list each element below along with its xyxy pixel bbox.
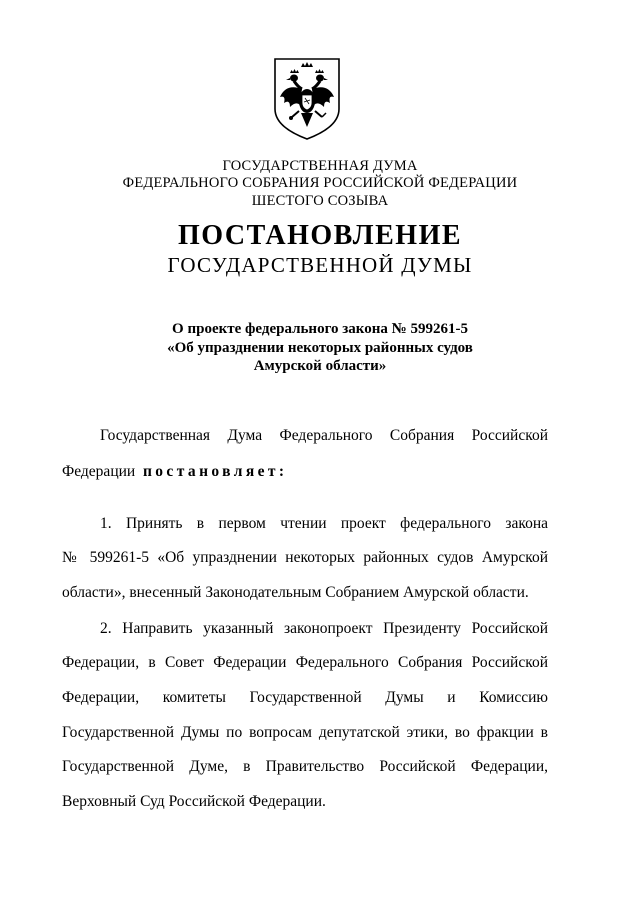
intro-line-2 bbox=[62, 462, 548, 482]
bill-heading-line-3: Амурской области» bbox=[253, 358, 387, 374]
document-subtitle: ГОСУДАРСТВЕННОЙ ДУМЫ bbox=[167, 253, 473, 277]
header-line-convocation: ШЕСТОГО СОЗЫВА bbox=[251, 193, 389, 209]
coat-of-arms-emblem bbox=[272, 57, 342, 141]
item-1-line-3: области», внесенный Законодательным Собранием Амурской области. bbox=[62, 584, 529, 601]
bill-heading-line-1: О проекте федерального закона № 599261-5 bbox=[172, 321, 468, 337]
item-2-line-5: Государственной Думе, в Правительство Российской Федерации, bbox=[62, 758, 548, 775]
header-line-duma: ГОСУДАРСТВЕННАЯ ДУМА bbox=[222, 158, 418, 174]
intro-resolves-word: постановляет: bbox=[142, 463, 288, 480]
bill-heading-line-2: «Об упразднении некоторых районных судов bbox=[167, 340, 473, 356]
double-headed-eagle-icon bbox=[272, 57, 342, 141]
item-2-line-1: 2. Направить указанный законопроект Президенту Российской bbox=[100, 620, 548, 637]
item-2-line-6: Верховный Суд Российской Федерации. bbox=[62, 793, 326, 810]
item-1-line-1: 1. Принять в первом чтении проект федерального закона bbox=[100, 515, 548, 532]
item-1-line-2: № 599261-5 «Об упразднении некоторых районных судов Амурской bbox=[62, 549, 548, 566]
intro-line-1: Государственная Дума Федерального Собрания Российской bbox=[100, 427, 548, 444]
item-2-line-3: Федерации, комитеты Государственной Думы и Комиссию bbox=[62, 689, 548, 706]
item-2-line-2: Федерации, в Совет Федерации Федерального Собрания Российской bbox=[62, 654, 548, 671]
header-line-assembly: ФЕДЕРАЛЬНОГО СОБРАНИЯ РОССИЙСКОЙ ФЕДЕРАЦИИ bbox=[122, 175, 518, 191]
item-2-line-4: Государственной Думы по вопросам депутатской этики, во фракции в bbox=[62, 724, 548, 741]
document-title: ПОСТАНОВЛЕНИЕ bbox=[177, 220, 463, 251]
intro-federation-word: Федерации bbox=[62, 463, 136, 480]
